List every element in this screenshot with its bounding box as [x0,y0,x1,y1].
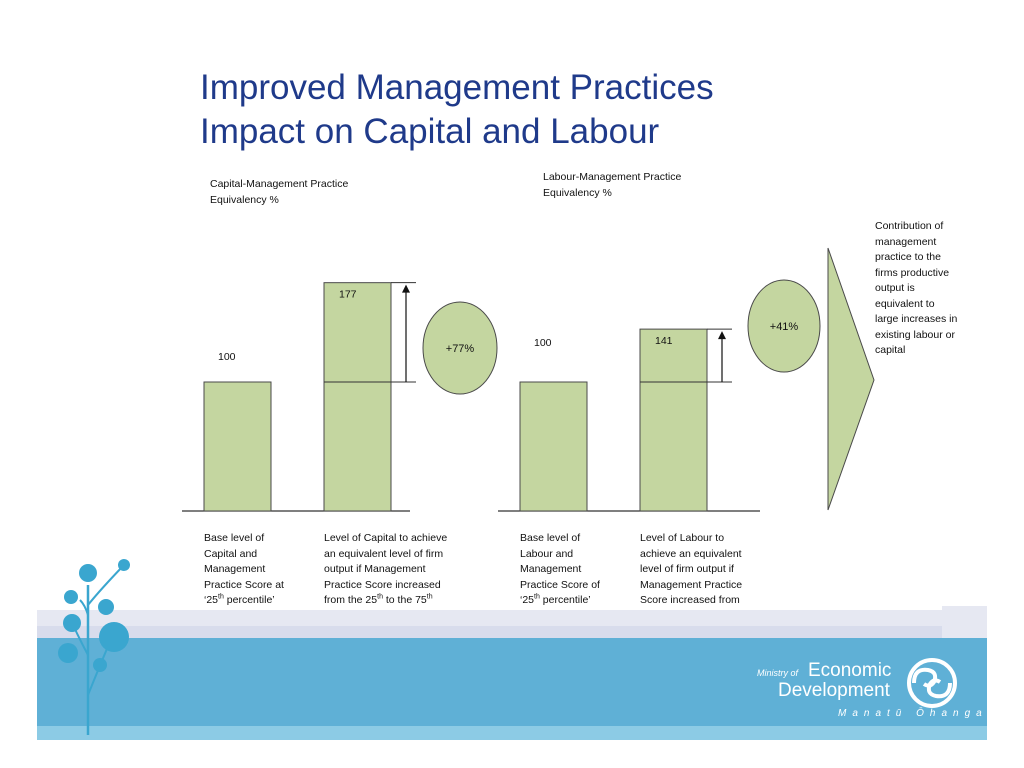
labour-base-caption-line: Practice Score of [520,578,600,591]
capital-chart-title-line-1: Capital-Management Practice [210,178,349,190]
capital-target-caption-line: output if Management [324,563,426,575]
labour-arrow-head [718,331,726,339]
capital-target-caption-line: an equivalent level of firm [324,547,444,560]
logo-economic: Economic [808,660,892,681]
capital-arrow-head [402,285,410,293]
contribution-line: equivalent to [875,297,935,310]
capital-target-caption-superscript: th [426,593,433,601]
capital-base-caption-line: Capital and [204,547,258,560]
capital-target-caption-superscript: th [377,593,383,601]
labour-target-caption-line: Score increased from [640,594,740,606]
contribution-line: management [875,235,937,248]
contribution-line: existing labour or [875,328,955,341]
labour-target-caption-line: Level of Labour to [640,532,725,544]
logo-ministry-of: Ministry of [757,668,799,678]
labour-base-caption-text: percentile’ [539,594,591,606]
capital-base-caption-text: ‘25 [204,594,219,606]
contribution-line: output is [875,282,915,294]
labour-change-label: +41% [769,321,799,333]
capital-target-caption-line: Level of Capital to achieve [324,532,448,544]
labour-bar-2-data-label: 141 [655,335,673,348]
capital-target-caption-text: to the 75 [382,594,427,606]
labour-bar-2 [640,329,707,511]
contribution-line: capital [875,344,906,356]
labour-base-caption-line: Base level of [520,532,581,544]
capital-base-caption [204,531,314,609]
contribution-line: large increases in [875,313,958,325]
labour-chart-title-line-1: Labour-Management Practice [543,171,682,183]
capital-chart-title-line-2: Equivalency % [210,193,279,206]
capital-change-label: +77% [445,343,475,355]
conclusion-arrow-shape [828,248,874,510]
labour-target-caption-line: level of firm output if [640,563,734,575]
capital-base-caption-line: Management [204,563,266,575]
capital-base-caption-text: percentile’ [223,594,275,606]
labour-target-caption-line: achieve an equivalent [640,547,742,560]
labour-base-caption-text: ‘25 [520,594,535,606]
capital-target-caption-line [324,578,474,594]
labour-bar-1-data-label: 100 [534,337,552,349]
capital-base-caption-line: Base level of [204,532,265,544]
contribution-line: Contribution of [875,220,944,232]
koru-logo-icon [902,658,962,708]
tree-logo-icon [50,545,140,745]
logo-maori-name: Manatū Ōhanga [838,708,988,719]
capital-bar-1-data-label: 100 [218,351,236,363]
capital-target-caption-text: from the 25 [324,594,378,606]
capital-bar-2 [324,283,391,511]
slide-title-line-1: Improved Management Practices [200,68,714,107]
labour-base-caption [520,531,630,609]
contribution-line: practice to the [875,251,941,263]
labour-base-caption-line: Labour and [520,547,574,560]
slide-title-line-2: Impact on Capital and Labour [200,112,660,151]
labour-bar-1 [520,382,587,511]
labour-chart-title-line-2: Equivalency % [543,186,612,199]
logo-development: Development [778,680,890,701]
capital-bar-2-data-label: 177 [339,288,357,301]
labour-base-caption-line: Management [520,563,582,575]
capital-base-caption-line: Practice Score at [204,578,284,591]
capital-base-caption-superscript: th [218,593,224,601]
contribution-line: firms productive [875,266,950,279]
capital-bar-1 [204,382,271,511]
labour-target-caption-line: Management Practice [640,578,743,591]
capital-target-caption-text: Practice Score increased [324,578,441,591]
labour-base-caption-superscript: th [534,593,540,601]
